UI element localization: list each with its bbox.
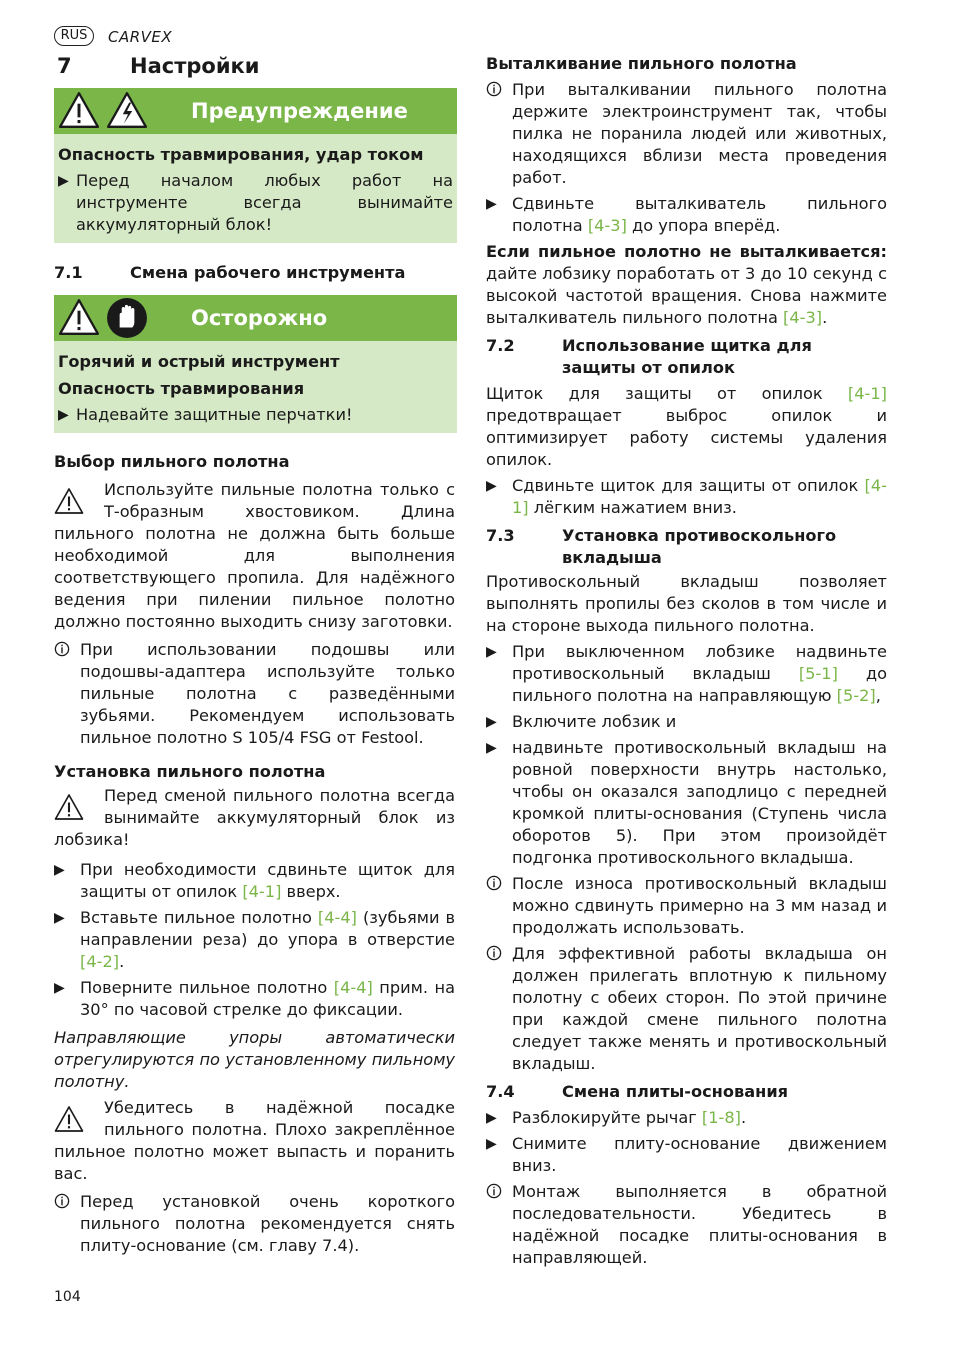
section-title: Смена рабочего инструмента: [130, 263, 406, 282]
electric-shock-icon: [106, 90, 148, 130]
blade-install-heading: Установка пильного полотна: [54, 762, 326, 781]
blade-install-warning: Перед сменой пильного полотна всегда вынимайте аккумуляторный блок из лобзика!: [54, 786, 455, 849]
base-plate-step-2: ▶ Снимите плиту-основание движением вниз.: [486, 1134, 887, 1175]
blade-install-step-1: ▶ При необходимости сдвиньте щиток для защиты от опилок [4-1] вверх.: [54, 860, 455, 901]
caution-box: [54, 295, 457, 433]
caution-box-header: [54, 295, 457, 341]
caution-instruction: ▶ Надевайте защитные перчатки!: [58, 405, 353, 424]
arrow-icon: ▶: [54, 910, 65, 926]
blade-choice-heading: Выбор пильного полотна: [54, 452, 290, 471]
guide-note: Направляющие упоры автоматически отрегулируются по установленному пильному полотну.: [54, 1028, 455, 1091]
blade-eject-troubleshoot: Если пильное полотно не выталкивается: дайте лобзику поработать от 3 до 10 секунд с высокой частотой вращения. Снова нажмите выталкиватель пильного полотна [4-3].: [486, 242, 887, 327]
left-column: [54, 451, 455, 1257]
figure-reference: [4-4]: [317, 908, 357, 927]
info-icon: [486, 875, 502, 891]
caution-line-1: Горячий и острый инструмент: [58, 352, 340, 371]
info-icon: [54, 1193, 70, 1209]
warning-box-header: [54, 88, 457, 134]
section-number: 7.4: [486, 1082, 515, 1101]
warning-subtitle: Опасность травмирования, удар током: [58, 145, 424, 164]
warning-instruction: ▶ Перед началом любых работ на инструменте всегда вынимайте аккумуляторный блок!: [58, 171, 453, 234]
arrow-icon: ▶: [58, 407, 69, 423]
section-number: 7.1: [54, 263, 83, 282]
info-icon: [486, 1183, 502, 1199]
section-7-2-heading: [486, 335, 887, 379]
figure-reference: [4-2]: [80, 952, 120, 971]
product-name: CARVEX: [108, 28, 173, 46]
blade-install-step-2: ▶ Вставьте пильное полотно [4-4] (зубьями в направлении реза) до упора в отверстие [4-2].: [54, 908, 456, 971]
gloves-icon: [106, 297, 148, 339]
section-title: Установка противоскольного вкладыша: [562, 526, 837, 567]
warning-triangle-icon: [58, 297, 100, 337]
arrow-icon: ▶: [486, 1136, 497, 1152]
arrow-icon: ▶: [54, 980, 65, 996]
base-plate-step-1: ▶ Разблокируйте рычаг [1-8].: [486, 1108, 747, 1127]
chip-guard-text: Щиток для защиты от опилок [4-1] предотвращает выброс опилок и оптимизирует работу системы удаления опилок.: [486, 384, 887, 469]
splinter-guard-info-1: После износа противоскольный вкладыш можно сдвинуть примерно на 3 мм назад и продолжать использовать.: [486, 873, 887, 939]
caution-title: Осторожно: [191, 306, 328, 330]
section-7-4-heading: [486, 1081, 887, 1103]
figure-reference: [5-2]: [836, 686, 876, 705]
blade-choice-warning: Используйте пильные полотна только с Т-образным хвостовиком. Длина пильного полотна не должна быть больше необходимой для выполнения соответствующего пропила. Для надёжного ведения при пилении пильное полотно должно постоянно выходить снизу заготовки.: [54, 480, 455, 631]
splinter-guard-info-2: Для эффективной работы вкладыша он должен прилегать вплотную к пильному полотну с обеих сторон. По этой причине при каждой смене пильного полотна следует также менять и противоскольный вкладыш.: [486, 943, 887, 1075]
chip-guard-step: ▶ Сдвиньте щиток для защиты от опилок [4-1] лёгким нажатием вниз.: [486, 476, 887, 517]
blade-eject-step: ▶ Сдвиньте выталкиватель пильного полотна [4-3] до упора вперёд.: [486, 194, 887, 235]
figure-reference: [5-1]: [798, 664, 838, 683]
blade-eject-info: При выталкивании пильного полотна держите электроинструмент так, чтобы пилка не поранила людей или животных, находящихся вблизи места проведения работ.: [486, 79, 887, 189]
arrow-icon: ▶: [486, 714, 497, 730]
figure-reference: [4-1]: [242, 882, 282, 901]
language-badge: RUS: [54, 26, 94, 46]
figure-reference: [4-4]: [333, 978, 373, 997]
section-title: Смена плиты-основания: [562, 1082, 789, 1101]
figure-reference: [4-3]: [783, 308, 823, 327]
right-column: [486, 53, 887, 1269]
page-number: 104: [54, 1289, 81, 1305]
arrow-icon: ▶: [486, 196, 497, 212]
splinter-guard-step-1: ▶ При выключенном лобзике надвиньте противоскольный вкладыш [5-1] до пильного полотна на направляющую [5-2],: [486, 642, 887, 705]
warning-box: [54, 88, 457, 243]
arrow-icon: ▶: [54, 862, 65, 878]
chapter-number: 7: [57, 54, 72, 78]
arrow-icon: ▶: [486, 478, 497, 494]
section-number: 7.2: [486, 336, 515, 355]
section-7-3-heading: [486, 525, 887, 569]
warning-triangle-icon: [58, 90, 100, 130]
blade-choice-info: При использовании подошвы или подошвы-адаптера используйте только пильные полотна с разведёнными зубьями. Рекомендуем использовать пильное полотно S 105/4 FSG от Festool.: [54, 639, 455, 749]
info-icon: [486, 945, 502, 961]
base-plate-info: Монтаж выполняется в обратной последовательности. Убедитесь в надёжной посадке плиты-основания в направляющей.: [486, 1181, 887, 1269]
chapter-title: Настройки: [130, 54, 260, 78]
section-number: 7.3: [486, 526, 515, 545]
arrow-icon: ▶: [486, 740, 497, 756]
figure-reference: [4-1]: [512, 476, 887, 517]
warning-triangle-icon: [54, 1098, 84, 1140]
arrow-icon: ▶: [486, 644, 497, 660]
arrow-icon: ▶: [486, 1110, 497, 1126]
short-blade-info: Перед установкой очень короткого пильного полотна рекомендуется снять плиту-основание (см. главу 7.4).: [54, 1191, 455, 1257]
section-title: Использование щитка для защиты от опилок: [562, 336, 812, 377]
warning-triangle-icon: [54, 480, 84, 522]
figure-reference: [4-3]: [587, 216, 627, 235]
figure-reference: [4-1]: [847, 384, 887, 403]
info-icon: [486, 81, 502, 97]
blade-eject-heading: Выталкивание пильного полотна: [486, 54, 797, 73]
warning-title: Предупреждение: [191, 99, 408, 123]
blade-seat-warning: Убедитесь в надёжной посадке пильного полотна. Плохо закреплённое пильное полотно может выпасть и поранить вас.: [54, 1098, 455, 1183]
info-icon: [54, 641, 70, 657]
blade-install-step-3: ▶ Поверните пильное полотно [4-4] прим. на 30° по часовой стрелке до фиксации.: [54, 978, 455, 1019]
splinter-guard-step-2: ▶ Включите лобзик и: [486, 712, 677, 731]
splinter-guard-step-3: ▶ надвиньте противоскольный вкладыш на ровной поверхности внутрь настолько, чтобы он оказался заподлицо с передней кромкой плиты-основания (Ступень числа оборотов 5). При этом произойдёт подгонка противоскольного вкладыша.: [486, 738, 887, 867]
figure-reference: [1-8]: [701, 1108, 741, 1127]
arrow-icon: ▶: [58, 173, 69, 189]
caution-line-2: Опасность травмирования: [58, 379, 305, 398]
warning-triangle-icon: [54, 786, 84, 828]
splinter-guard-intro: Противоскольный вкладыш позволяет выполнять пропилы без сколов в том числе и на стороне выхода пильного полотна.: [486, 572, 887, 635]
